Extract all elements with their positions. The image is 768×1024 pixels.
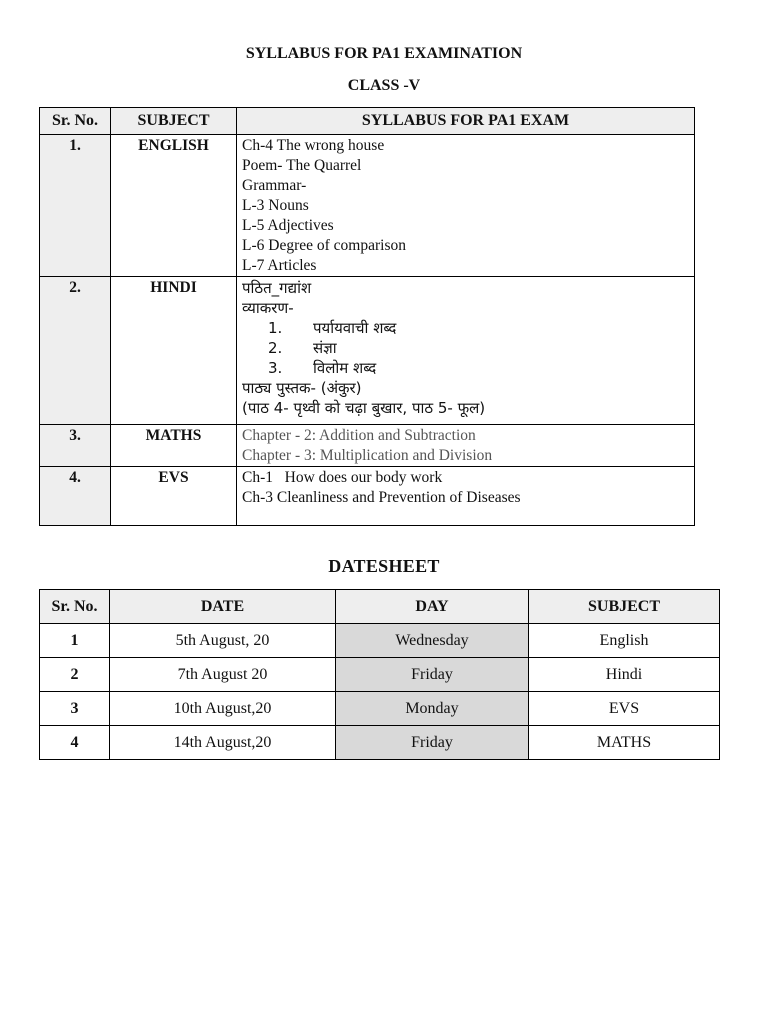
exam-date: 5th August, 20 — [110, 624, 336, 658]
sr-no: 4 — [40, 726, 110, 760]
syllabus-line: Poem- The Quarrel — [242, 157, 362, 174]
syllabus-row-english — [40, 135, 695, 277]
exam-subject: Hindi — [529, 658, 720, 692]
syllabus-line: पठित_गद्यांश — [242, 279, 312, 297]
syllabus-row-maths — [40, 425, 695, 467]
syllabus-line: L-7 Articles — [242, 257, 317, 274]
header-day: DAY — [336, 590, 529, 624]
syllabus-row-evs — [40, 467, 695, 526]
syllabus-header-row — [40, 108, 695, 135]
header-subject: SUBJECT — [529, 590, 720, 624]
sr-no: 3 — [40, 692, 110, 726]
item-number: 1. — [268, 319, 283, 337]
sr-no: 2 — [40, 658, 110, 692]
syllabus-content — [237, 135, 695, 277]
subject-name: EVS — [111, 467, 237, 526]
exam-date: 7th August 20 — [110, 658, 336, 692]
numbered-item — [242, 358, 694, 378]
syllabus-line: Chapter - 3: Multiplication and Division — [242, 447, 493, 464]
sr-no: 1 — [40, 624, 110, 658]
datesheet-row — [40, 692, 720, 726]
sr-no: 4. — [40, 467, 111, 526]
exam-subject: MATHS — [529, 726, 720, 760]
exam-day: Friday — [336, 658, 529, 692]
exam-day: Monday — [336, 692, 529, 726]
sr-no: 3. — [40, 425, 111, 467]
exam-subject: EVS — [529, 692, 720, 726]
datesheet-header-row — [40, 590, 720, 624]
exam-subject: English — [529, 624, 720, 658]
syllabus-content — [237, 425, 695, 467]
item-number: 3. — [268, 359, 283, 377]
syllabus-line: L-3 Nouns — [242, 197, 309, 214]
datesheet-row — [40, 658, 720, 692]
header-syllabus: SYLLABUS FOR PA1 EXAM — [237, 108, 695, 135]
syllabus-content — [237, 277, 695, 425]
exam-day: Wednesday — [336, 624, 529, 658]
sr-no: 2. — [40, 277, 111, 425]
syllabus-line: Grammar- — [242, 177, 307, 194]
exam-day: Friday — [336, 726, 529, 760]
syllabus-line: पाठ्य पुस्तक- (अंकुर) — [242, 379, 362, 397]
syllabus-table — [39, 107, 695, 526]
header-sr-no: Sr. No. — [40, 590, 110, 624]
exam-date: 14th August,20 — [110, 726, 336, 760]
syllabus-content — [237, 467, 695, 526]
header-date: DATE — [110, 590, 336, 624]
syllabus-line: संज्ञा — [313, 339, 337, 357]
syllabus-line: L-5 Adjectives — [242, 217, 334, 234]
sr-no: 1. — [40, 135, 111, 277]
syllabus-line: (पाठ 4- पृथ्वी को चढ़ा बुखार, पाठ 5- फूल) — [242, 399, 486, 417]
syllabus-line: L-6 Degree of comparison — [242, 237, 406, 254]
syllabus-row-hindi — [40, 277, 695, 425]
subject-name: MATHS — [111, 425, 237, 467]
subject-name: ENGLISH — [111, 135, 237, 277]
numbered-item — [242, 318, 694, 338]
syllabus-line: विलोम शब्द — [313, 359, 377, 377]
syllabus-line: व्याकरण- — [242, 299, 294, 317]
syllabus-line: पर्यायवाची शब्द — [313, 319, 397, 337]
exam-date: 10th August,20 — [110, 692, 336, 726]
syllabus-line: Ch-4 The wrong house — [242, 137, 385, 154]
header-subject: SUBJECT — [111, 108, 237, 135]
syllabus-line: Ch-3 Cleanliness and Prevention of Diseases — [242, 489, 521, 506]
subject-name: HINDI — [111, 277, 237, 425]
syllabus-line: Chapter - 2: Addition and Subtraction — [242, 427, 476, 444]
item-number: 2. — [268, 339, 283, 357]
datesheet-title: DATESHEET — [328, 556, 440, 576]
class-label: CLASS -V — [347, 77, 421, 94]
page-title: SYLLABUS FOR PA1 EXAMINATION — [245, 45, 523, 62]
syllabus-line: Ch-1 How does our body work — [242, 469, 443, 486]
numbered-item — [242, 338, 694, 358]
datesheet-row — [40, 624, 720, 658]
datesheet-table — [39, 589, 720, 760]
datesheet-row — [40, 726, 720, 760]
header-sr-no: Sr. No. — [40, 108, 111, 135]
